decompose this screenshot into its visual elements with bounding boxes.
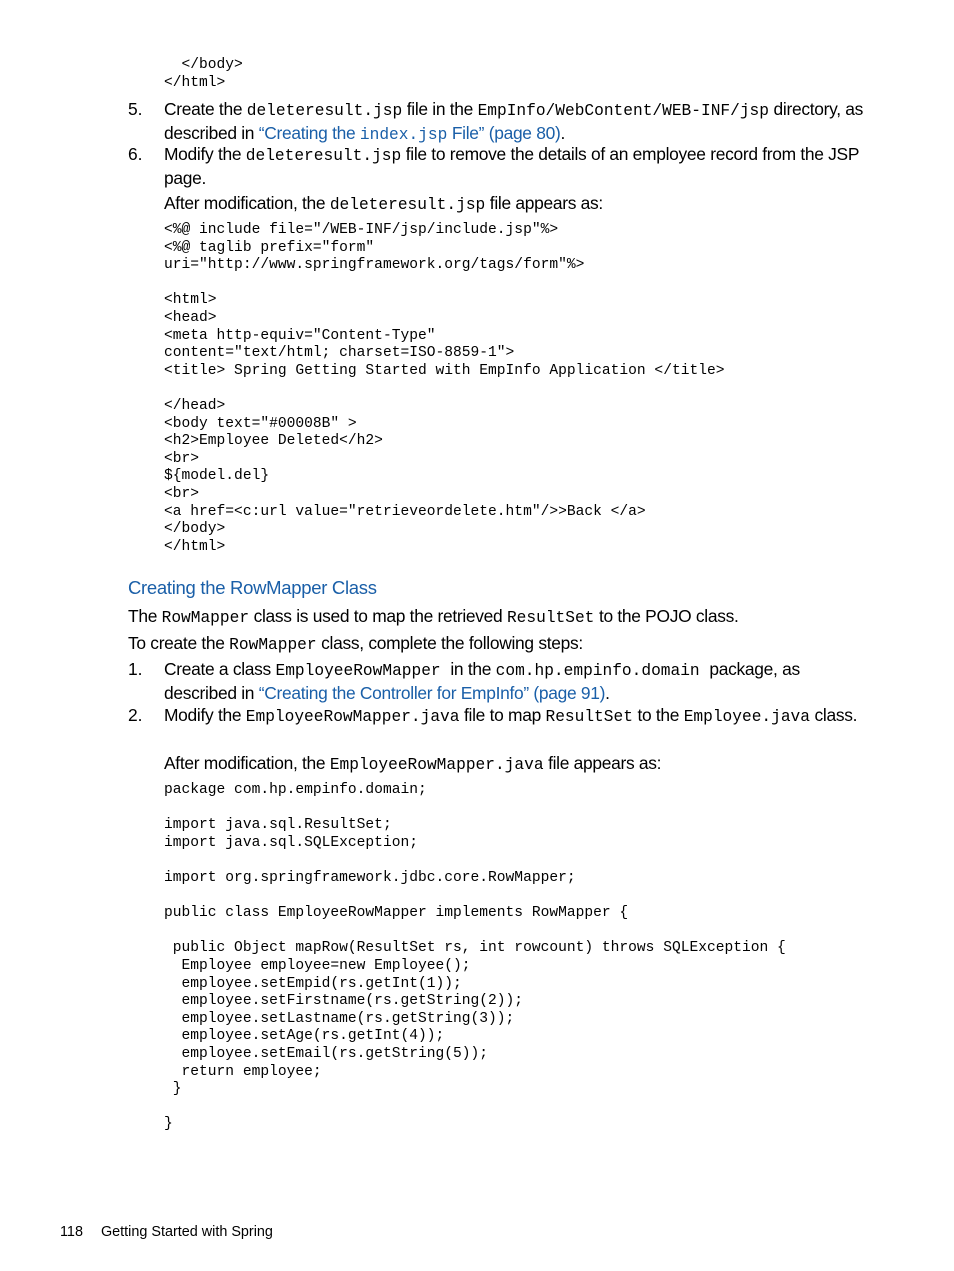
- book-title: Getting Started with Spring: [100, 1224, 273, 1240]
- step-number: 5.: [128, 99, 143, 119]
- step-number: 2.: [128, 705, 143, 725]
- controller-empinfo-link[interactable]: “Creating the Controller for EmpInfo” (page 91): [258, 682, 606, 703]
- code-block-html-end: </body> </html>: [164, 57, 243, 91]
- step-1-text: Create a class EmployeeRowMapper in the com.hp.empinfo.domain package, as described in “Creating the Controller for EmpInfo” (page 91).: [164, 659, 800, 703]
- intro-paragraph: The RowMapper class is used to map the retrieved ResultSet to the POJO class.: [128, 606, 739, 627]
- page-number: 118: [60, 1224, 83, 1240]
- code-block-deleteresult-jsp: <%@ include file="/WEB-INF/jsp/include.jsp"%> <%@ taglib prefix="form" uri="http://www.springframework.org/tags/form"%> <html> <head> <meta http-equiv="Content-Type" content="text/html; charset=ISO-8859-1"> <title> Spring Getting Started with EmpInfo Application </title> </head> <body text="#00008B" > <h2>Employee Deleted</h2> <br> ${model.del} <br> <a href=<c:url value="retrieveordelete.htm"/>>Back </a> </body> </html>: [164, 222, 725, 555]
- step-6-text: Modify the deleteresult.jsp file to remove the details of an employee record from the JSP page.: [164, 144, 859, 188]
- code-block-employee-row-mapper: package com.hp.empinfo.domain; import java.sql.ResultSet; import java.sql.SQLException; import org.springframework.jdbc.core.RowMapper; public class EmployeeRowMapper implements RowMapper { public Object mapRow(ResultSet rs, int rowcount) throws SQLException { Employee employee=new Employee(); employee.setEmpid(rs.getInt(1)); employee.setFirstname(rs.getString(2)); employee.setLastname(rs.getString(3)); employee.setAge(rs.getInt(4)); employee.setEmail(rs.getString(5)); return employee; } }: [164, 782, 786, 1133]
- step-5-text: Create the deleteresult.jsp file in the EmpInfo/WebContent/WEB-INF/jsp directory, as described in “Creating the index.jsp File” (page 80).: [164, 99, 864, 144]
- section-heading: Creating the RowMapper Class: [128, 577, 377, 598]
- after-modification-text: After modification, the EmployeeRowMapper.java file appears as:: [164, 753, 662, 774]
- steps-intro-paragraph: To create the RowMapper class, complete the following steps:: [128, 633, 583, 654]
- index-jsp-file-link[interactable]: “Creating the index.jsp File” (page 80): [258, 122, 561, 144]
- step-number: 1.: [128, 659, 143, 679]
- step-2-text: Modify the EmployeeRowMapper.java file to map ResultSet to the Employee.java class.: [164, 705, 858, 726]
- page-footer: [60, 1222, 273, 1242]
- after-modification-text: After modification, the deleteresult.jsp file appears as:: [164, 193, 603, 214]
- step-number: 6.: [128, 144, 143, 164]
